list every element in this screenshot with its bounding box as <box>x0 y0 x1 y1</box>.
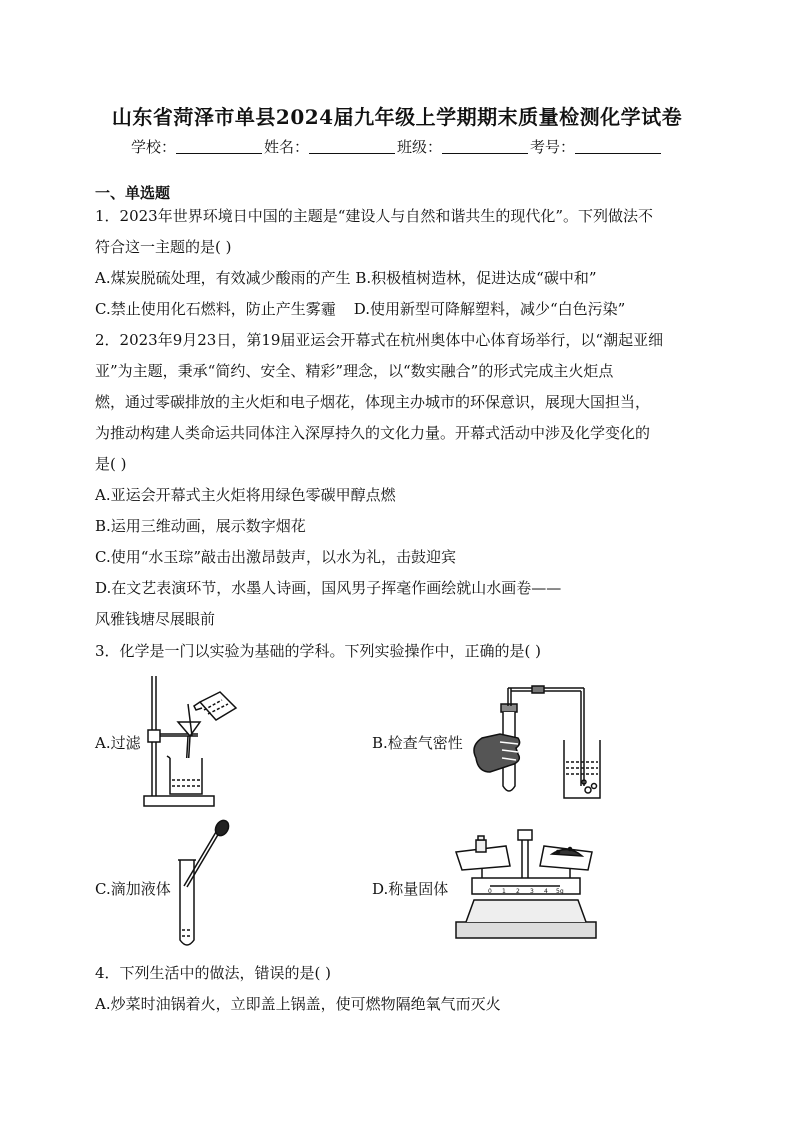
class-label: 班级： <box>397 138 443 156</box>
filtration-apparatus-figure <box>142 674 242 810</box>
q2-stem-line3: 燃，通过零碳排放的主火炬和电子烟花，体现主办城市的环保意识，展现大国担当， <box>95 393 651 411</box>
q3-stem: 3．化学是一门以实验为基础的学科。下列实验操作中，正确的是( ) <box>95 642 542 660</box>
q2-stem-line1: 2．2023年9月23日，第19届亚运会开幕式在杭州奥体中心体育场举行，以“潮起亚细 <box>95 331 664 349</box>
number-blank[interactable] <box>575 139 661 154</box>
q3-option-c-label: C.滴加液体 <box>95 880 171 898</box>
scale-tick-4: 4 <box>544 888 548 895</box>
name-label: 姓名： <box>263 138 309 156</box>
q3-option-b-label: B.检查气密性 <box>372 734 463 752</box>
q2-option-a: A.亚运会开幕式主火炬将用绿色零碳甲醇点燃 <box>95 486 396 504</box>
number-label: 考号： <box>530 138 576 156</box>
balance-scale-figure <box>452 826 600 942</box>
q4-stem: 4．下列生活中的做法，错误的是( ) <box>95 964 332 982</box>
q1-stem-line1: 1．2023年世界环境日中国的主题是“建设人与自然和谐共生的现代化”。下列做法不 <box>95 207 654 225</box>
q2-stem-line5: 是( ) <box>95 455 127 473</box>
q3-option-d-label: D.称量固体 <box>372 880 449 898</box>
q1-option-a: A.煤炭脱硫处理，有效减少酸雨的产生 B.积极植树造林，促进达成“碳中和” <box>95 269 597 287</box>
q3-option-a-label: A.过滤 <box>95 734 141 752</box>
q2-option-b: B.运用三维动画，展示数字烟花 <box>95 517 306 535</box>
scale-tick-2: 2 <box>516 888 520 895</box>
airtightness-check-figure <box>466 686 606 802</box>
q1-stem-line2: 符合这一主题的是( ) <box>95 238 232 256</box>
scale-tick-3: 3 <box>530 888 534 895</box>
q2-stem-line2: 亚”为主题，秉承“简约、安全、精彩”理念，以“数实融合”的形式完成主火炬点 <box>95 362 614 380</box>
school-label: 学校： <box>130 138 176 156</box>
q2-option-c: C.使用“水玉琮”敲击出激昂鼓声，以水为礼，击鼓迎宾 <box>95 548 457 566</box>
page-title: 山东省菏泽市单县2024届九年级上学期期末质量检测化学试卷 <box>111 105 683 129</box>
q2-option-d-line1: D.在文艺表演环节，水墨人诗画，国风男子挥毫作画绘就山水画卷—— <box>95 579 562 597</box>
scale-tick-1: 1 <box>502 888 506 895</box>
student-info <box>0 136 794 157</box>
q2-option-d-line2: 风雅钱塘尽展眼前 <box>95 610 216 628</box>
scale-tick-0: 0 <box>488 888 492 895</box>
q4-option-a: A.炒菜时油锅着火，立即盖上锅盖，使可燃物隔绝氧气而灭火 <box>95 995 501 1013</box>
section-heading: 一、单选题 <box>95 184 171 202</box>
name-blank[interactable] <box>309 139 395 154</box>
school-blank[interactable] <box>176 139 262 154</box>
q2-stem-line4: 为推动构建人类命运共同体注入深厚持久的文化力量。开幕式活动中涉及化学变化的 <box>95 424 651 442</box>
scale-tick-5: 5g <box>556 888 564 895</box>
q1-option-d: D.使用新型可降解塑料，减少“白色污染” <box>353 300 626 318</box>
class-blank[interactable] <box>442 139 528 154</box>
q1-option-c: C.禁止使用化石燃料，防止产生雾霾 D.使用新型可降解塑料，减少“白色污染” <box>95 300 626 318</box>
dropper-test-tube-figure <box>172 820 232 950</box>
q1-option-b: B.积极植树造林，促进达成“碳中和” <box>355 269 597 287</box>
